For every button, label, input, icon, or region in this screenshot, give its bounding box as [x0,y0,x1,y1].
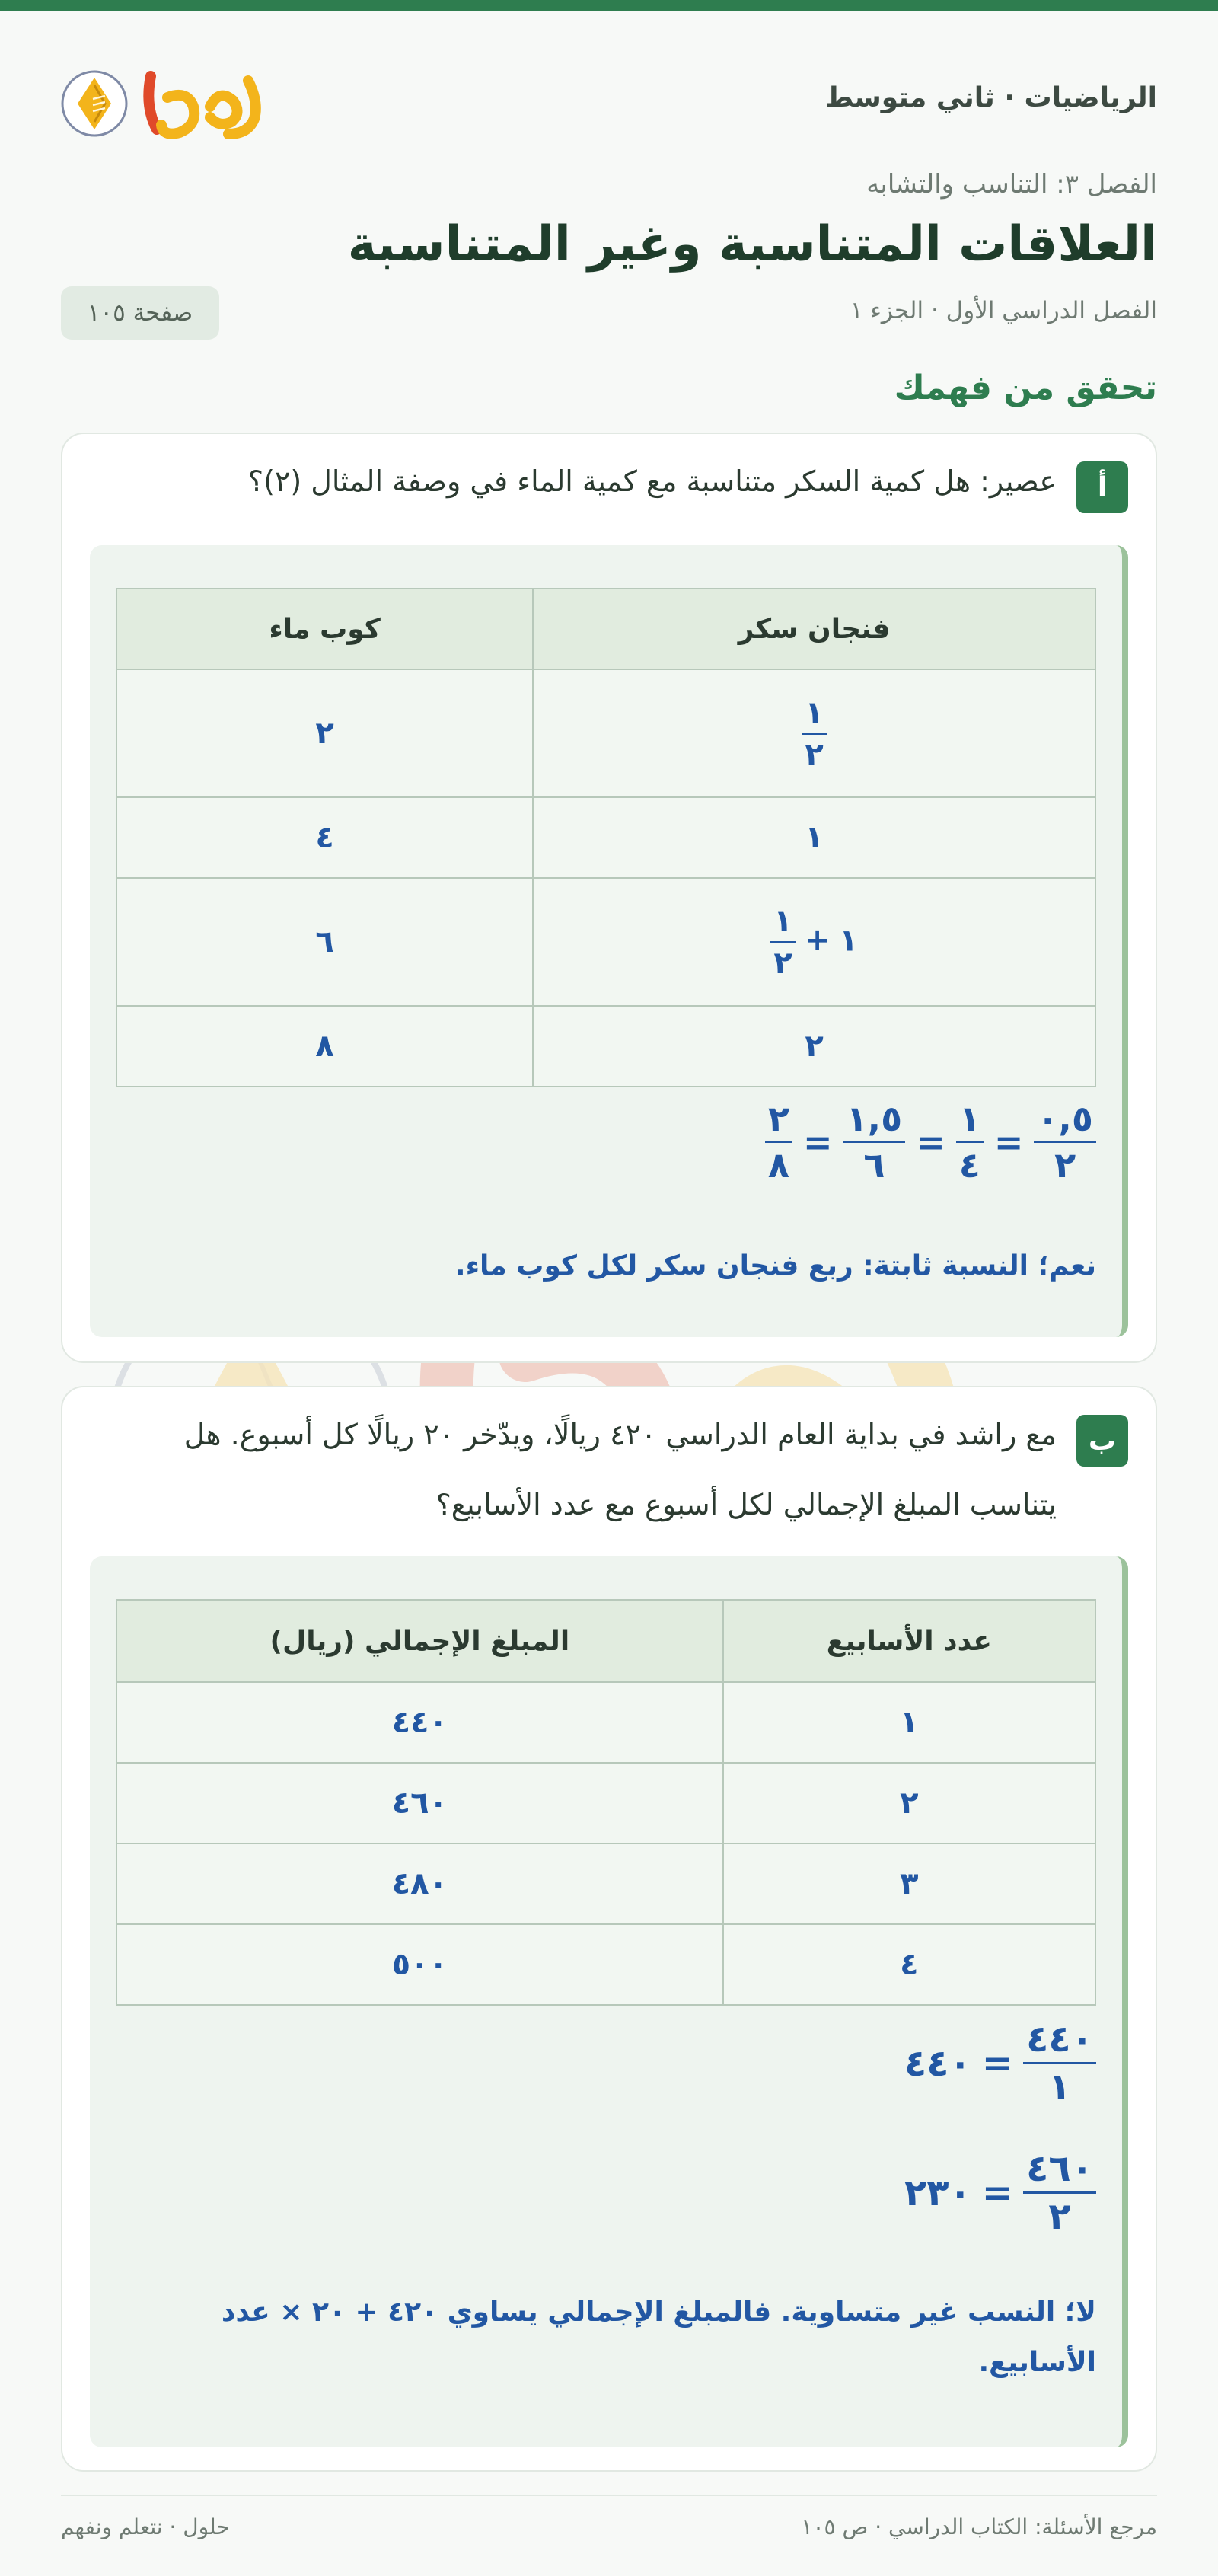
question-card-a [61,433,1157,1363]
answer-conclusion-a: نعم؛ النسبة ثابتة: ربع فنجان سكر لكل كوب ماء. [454,1250,1096,1282]
fraction: $\frac{١}{٢}$ [770,906,795,978]
table-row [116,1843,1095,1924]
semester-label: الفصل الدراسي الأول · الجزء ١ [850,297,1157,324]
top-accent-bar [0,0,1218,11]
question-badge-b: ب [1076,1415,1128,1467]
water-cell: ٨ [116,1006,533,1087]
table-header-sugar: فنجان سكر [533,589,1095,669]
water-cell: ٤ [116,797,533,878]
amount-cell: ٤٦٠ [116,1763,723,1843]
fraction: $\frac{٤٦٠}{٢}$ [1023,2150,1096,2235]
answer-panel-a [90,545,1128,1337]
equation-result: ٢٣٠ [904,2171,971,2214]
table-row [116,878,1095,1006]
fraction: $\frac{١,٥}{٦}$ [843,1101,906,1183]
answer-conclusion-b: لا؛ النسب غير متساوية. فالمبلغ الإجمالي يساوي ٤٢٠ + ٢٠ × عدد الأسابيع. [221,2297,1096,2378]
ratio-equation-b2: $\frac{٤٦٠}{٢}$ = ٢٣٠ [904,2150,1096,2235]
fraction: $\frac{١}{٤}$ [956,1101,984,1183]
footer-reference: مرجع الأسئلة: الكتاب الدراسي · ص ١٠٥ [801,2514,1157,2539]
sugar-cell: ١ [533,797,1095,878]
fraction: $\frac{٠,٥}{٢}$ [1034,1101,1096,1183]
table-header-weeks: عدد الأسابيع [723,1600,1095,1682]
table-row [116,669,1095,797]
weeks-cell: ٣ [723,1843,1095,1924]
answer-panel-b [90,1556,1128,2447]
water-cell: ٢ [116,669,533,797]
ratio-equation-a: $\frac{٠,٥}{٢}$ = $\frac{١}{٤}$ = $\frac{١,٥}{٦}$ = $\frac{٢}{٨}$ [765,1101,1096,1183]
table-header-amount: المبلغ الإجمالي (ريال) [116,1600,723,1682]
table-row [116,1924,1095,2005]
question-text-b: مع راشد في بداية العام الدراسي ٤٢٠ ريالًا، ويدّخر ٢٠ ريالًا كل أسبوع. هل يتناسب المبلغ الإجمالي لكل أسبوع مع عدد الأسابيع؟ [183,1418,1057,1521]
header [61,59,1157,151]
ratio-equation-b1: $\frac{٤٤٠}{١}$ = ٤٤٠ [904,2021,1096,2105]
amount-cell: ٥٠٠ [116,1924,723,2005]
weeks-amount-table [116,1599,1096,2006]
lesson-title: العلاقات المتناسبة وغير المتناسبة [347,216,1157,273]
weeks-cell: ٤ [723,1924,1095,2005]
table-row [116,1006,1095,1087]
footer-divider [61,2495,1157,2496]
fraction: $\frac{٢}{٨}$ [765,1101,792,1183]
fraction: $\frac{١}{٢}$ [802,697,826,770]
section-title: تحقق من فهمك [894,369,1157,407]
weeks-cell: ١ [723,1682,1095,1763]
table-header-water: كوب ماء [116,589,533,669]
question-card-b [61,1386,1157,2472]
chapter-label: الفصل ٣: التناسب والتشابه [866,169,1157,200]
table-row [116,797,1095,878]
table-row [116,1682,1095,1763]
sugar-cell: ١+ $\frac{١}{٢}$ [533,878,1095,1006]
hulool-logo [61,59,282,148]
footer-brand: حلول · نتعلم ونفهم [61,2514,230,2539]
page-number-badge: صفحة ١٠٥ [61,286,219,340]
equation-result: ٤٤٠ [904,2041,971,2085]
weeks-cell: ٢ [723,1763,1095,1843]
subject-label: الرياضيات · ثاني متوسط [824,82,1157,113]
amount-cell: ٤٤٠ [116,1682,723,1763]
question-text-a: عصير: هل كمية السكر متناسبة مع كمية الماء في وصفة المثال (٢)؟ [247,464,1057,498]
fraction: $\frac{٤٤٠}{١}$ [1023,2021,1096,2105]
question-badge-a: أ [1076,461,1128,513]
sugar-cell [533,669,1095,797]
sugar-cell: ٢ [533,1006,1095,1087]
table-row [116,1763,1095,1843]
amount-cell: ٤٨٠ [116,1843,723,1924]
water-cell: ٦ [116,878,533,1006]
sugar-water-table [116,588,1096,1087]
